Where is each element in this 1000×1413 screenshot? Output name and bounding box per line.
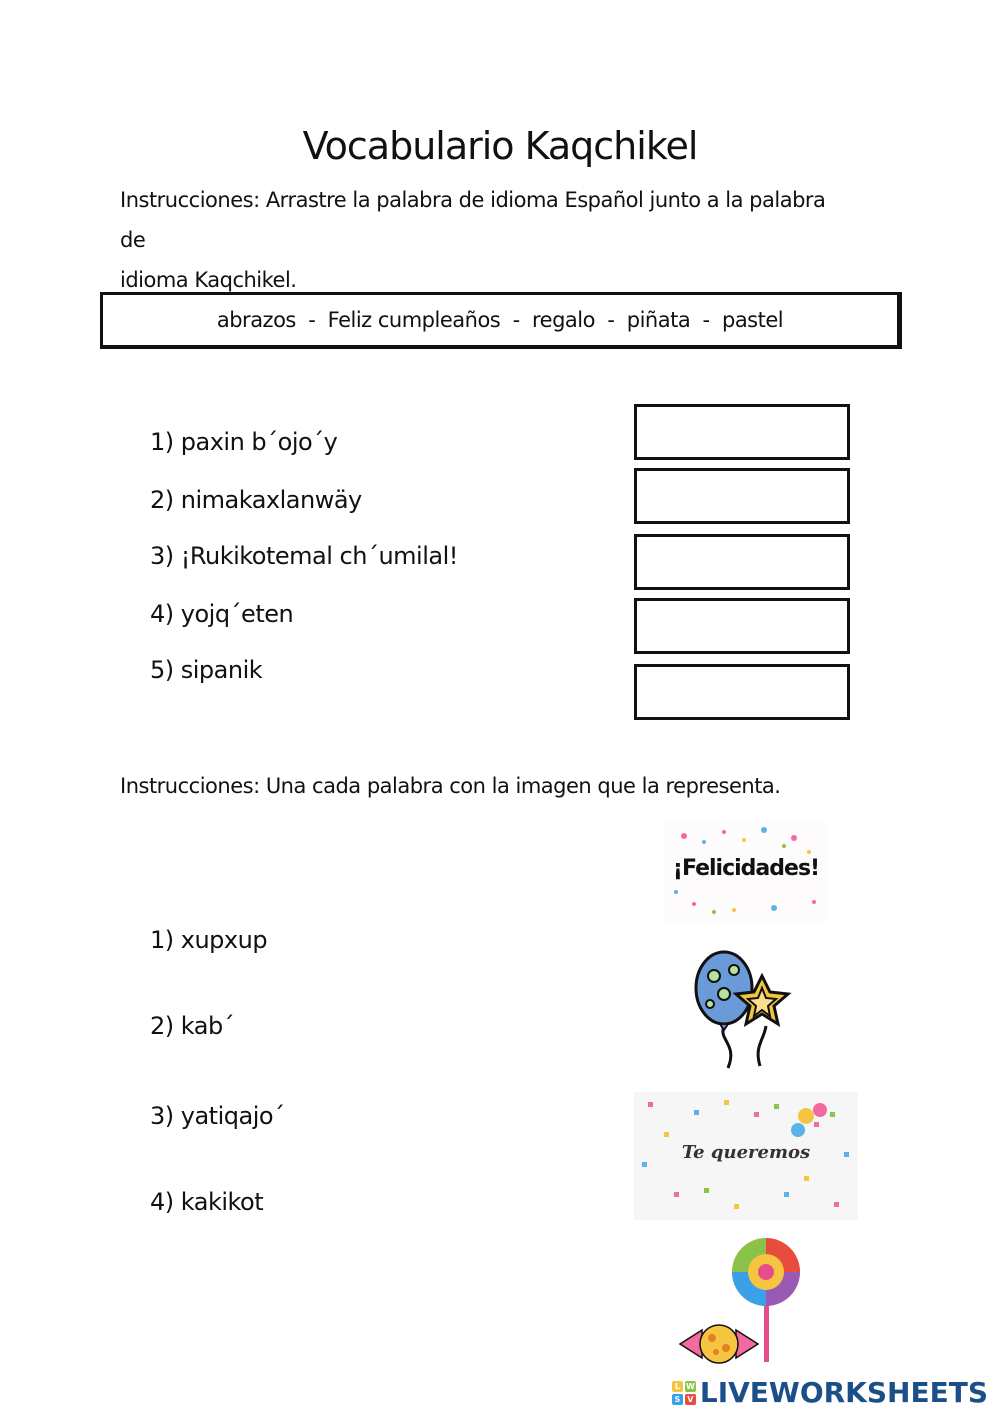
vocab-item-5: 5) sipanik: [150, 656, 263, 684]
balloons-image[interactable]: [688, 948, 798, 1070]
match-item-4: 4) kakikot: [150, 1188, 264, 1216]
match-item-1: 1) xupxup: [150, 926, 268, 954]
liveworksheets-mark-icon: [672, 1381, 696, 1405]
instructions-drag: [120, 180, 840, 300]
instructions-drag-line1: Instrucciones: Arrastre la palabra de idioma Español junto a la palabra de: [120, 188, 826, 252]
instructions-match: Instrucciones: Una cada palabra con la imagen que la representa.: [120, 774, 781, 798]
match-item-2: 2) kab´: [150, 1012, 235, 1040]
logo-mark-l: L: [672, 1381, 683, 1392]
answer-dropbox-4[interactable]: [634, 598, 850, 654]
felicidades-image[interactable]: [664, 822, 828, 922]
vocab-item-1: 1) paxin b´ojo´y: [150, 428, 338, 456]
answer-dropbox-5[interactable]: [634, 664, 850, 720]
instructions-drag-line2: idioma Kaqchikel.: [120, 268, 297, 292]
answer-dropbox-2[interactable]: [634, 468, 850, 524]
answer-dropbox-3[interactable]: [634, 534, 850, 590]
lollipop-icon: [676, 1234, 806, 1374]
vocab-item-4: 4) yojq´eten: [150, 600, 294, 628]
word-bank: [100, 292, 902, 349]
match-item-3: 3) yatiqajo´: [150, 1102, 285, 1130]
liveworksheets-brand: LIVEWORKSHEETS: [699, 1376, 988, 1409]
logo-mark-s: S: [672, 1394, 683, 1405]
word-bank-text: abrazos - Feliz cumpleaños - regalo - piñata - pastel: [216, 308, 784, 332]
answer-dropbox-1[interactable]: [634, 404, 850, 460]
logo-mark-v: V: [685, 1394, 696, 1405]
logo-mark-w: W: [685, 1381, 695, 1391]
page-title: Vocabulario Kaqchikel: [302, 124, 698, 168]
candy-image[interactable]: [676, 1234, 806, 1374]
vocab-item-2: 2) nimakaxlanwäy: [150, 486, 362, 514]
te-queremos-image[interactable]: [634, 1092, 858, 1220]
balloons-icon: [688, 948, 798, 1070]
felicidades-text: ¡Felicidades!: [672, 856, 820, 881]
liveworksheets-logo: [672, 1376, 988, 1409]
vocab-item-3: 3) ¡Rukikotemal ch´umilal!: [150, 542, 458, 570]
te-queremos-text: Te queremos: [681, 1142, 811, 1163]
